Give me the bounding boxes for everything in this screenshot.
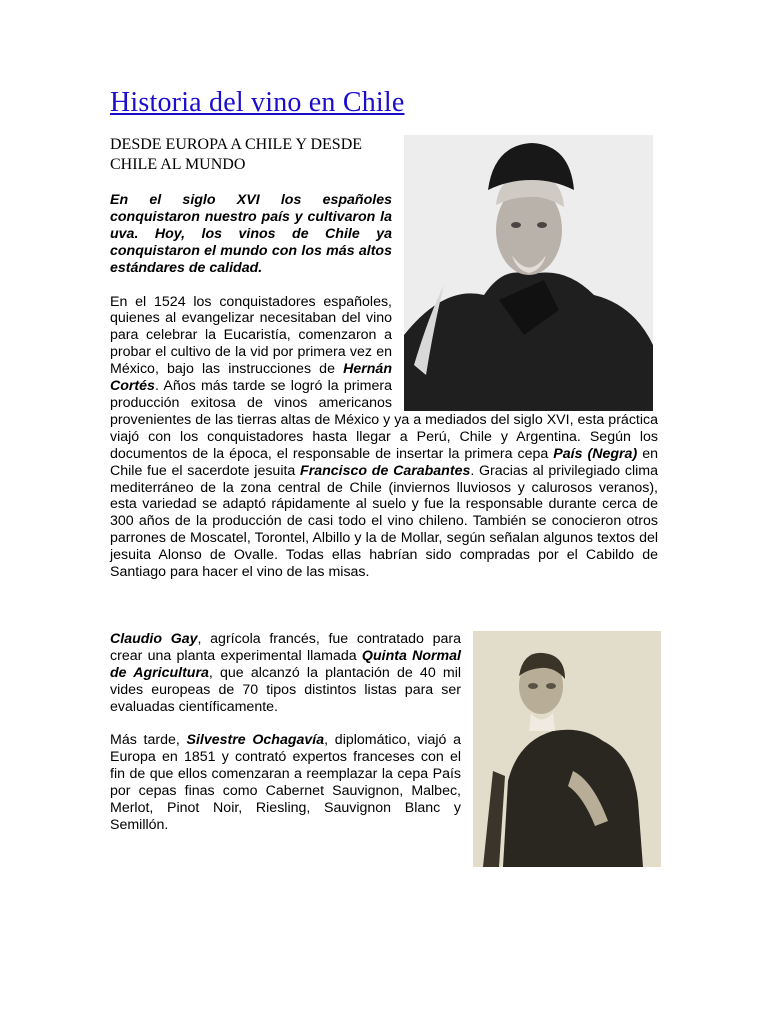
ochagavia-text-1: Más tarde, [110, 732, 187, 749]
ochagavia-text-2: , diplomático, viajó a Europa en 1851 y contrató expertos franceses con el fin de que ellos comenzaran a reemplazar la cepa País por cepas finas como Cabernet Sauvignon, Malbec, Merlot, Pinot Noir, Riesling, Sauvignon Blanc y Semillón. [110, 732, 462, 833]
hernan-cortes-name: Hernán Cortés [110, 361, 392, 395]
quinta-normal-name: Quinta Normal de Agricultura [110, 647, 461, 681]
history-text-4: . Gracias al privilegiado clima mediterráneo de la zona central de Chile (inviernos lluviosos y calurosos veranos), esta variedad se adaptó rápidamente al suelo y fue la responsable durante cerca de 300 años de la producción de casi todo el vino chileno. También se conocieron otros parrones de Moscatel, Torontel, Albillo y la de Mollar, según señalan algunos textos del jesuita Alonso de Ovalle. Todas ellas habrían sido compradas por el Cabildo de Santiago para hacer el vino de las misas. [110, 462, 658, 581]
history-text-3: en Chile fue el sacerdote jesuita [110, 445, 658, 479]
jesuit-priest-portrait-image [404, 135, 653, 411]
pais-negra-name: País (Negra) [553, 445, 638, 462]
document-page [110, 82, 658, 867]
lead-paragraph: En el siglo XVI los españoles conquistaron nuestro país y cultivaron la uva. Hoy, los vinos de Chile ya conquistaron el mundo con los más altos estándares de calidad. [110, 192, 392, 276]
history-text-2: . Años más tarde se logró la primera producción exitosa de vinos americanos provenientes de las tierras altas de México y ya a mediados del siglo XVI, esta práctica viajó con los conquistadores hasta llegar a Perú, Chile y Argentina. Según los documentos de la época, el responsable de insertar la primera cepa [110, 378, 658, 462]
page-title: Historia del vino en Chile [110, 87, 405, 118]
history-text-1: En el 1524 los conquistadores españoles, quienes al evangelizar necesitaban del vino para celebrar la Eucaristía, comenzaron a probar el cultivo de la vid por primera vez en México, bajo las instrucciones de [110, 293, 392, 378]
subtitle: DESDE EUROPA A CHILE Y DESDE CHILE AL MUNDO [110, 136, 363, 173]
second-section [110, 631, 658, 834]
claudio-gay-text-2: , que alcanzó la plantación de 40 mil vides europeas de 70 tipos distintos listas para ser evaluadas científicamente. [110, 664, 462, 715]
seated-man-portrait-image [473, 631, 661, 867]
silvestre-ochagavia-name: Silvestre Ochagavía [186, 732, 325, 749]
claudio-gay-name: Claudio Gay [110, 630, 198, 647]
francisco-carabantes-name: Francisco de Carabantes [300, 462, 471, 479]
claudio-gay-text-1: , agrícola francés, fue contratado para crear una planta experimental llamada [110, 630, 461, 664]
